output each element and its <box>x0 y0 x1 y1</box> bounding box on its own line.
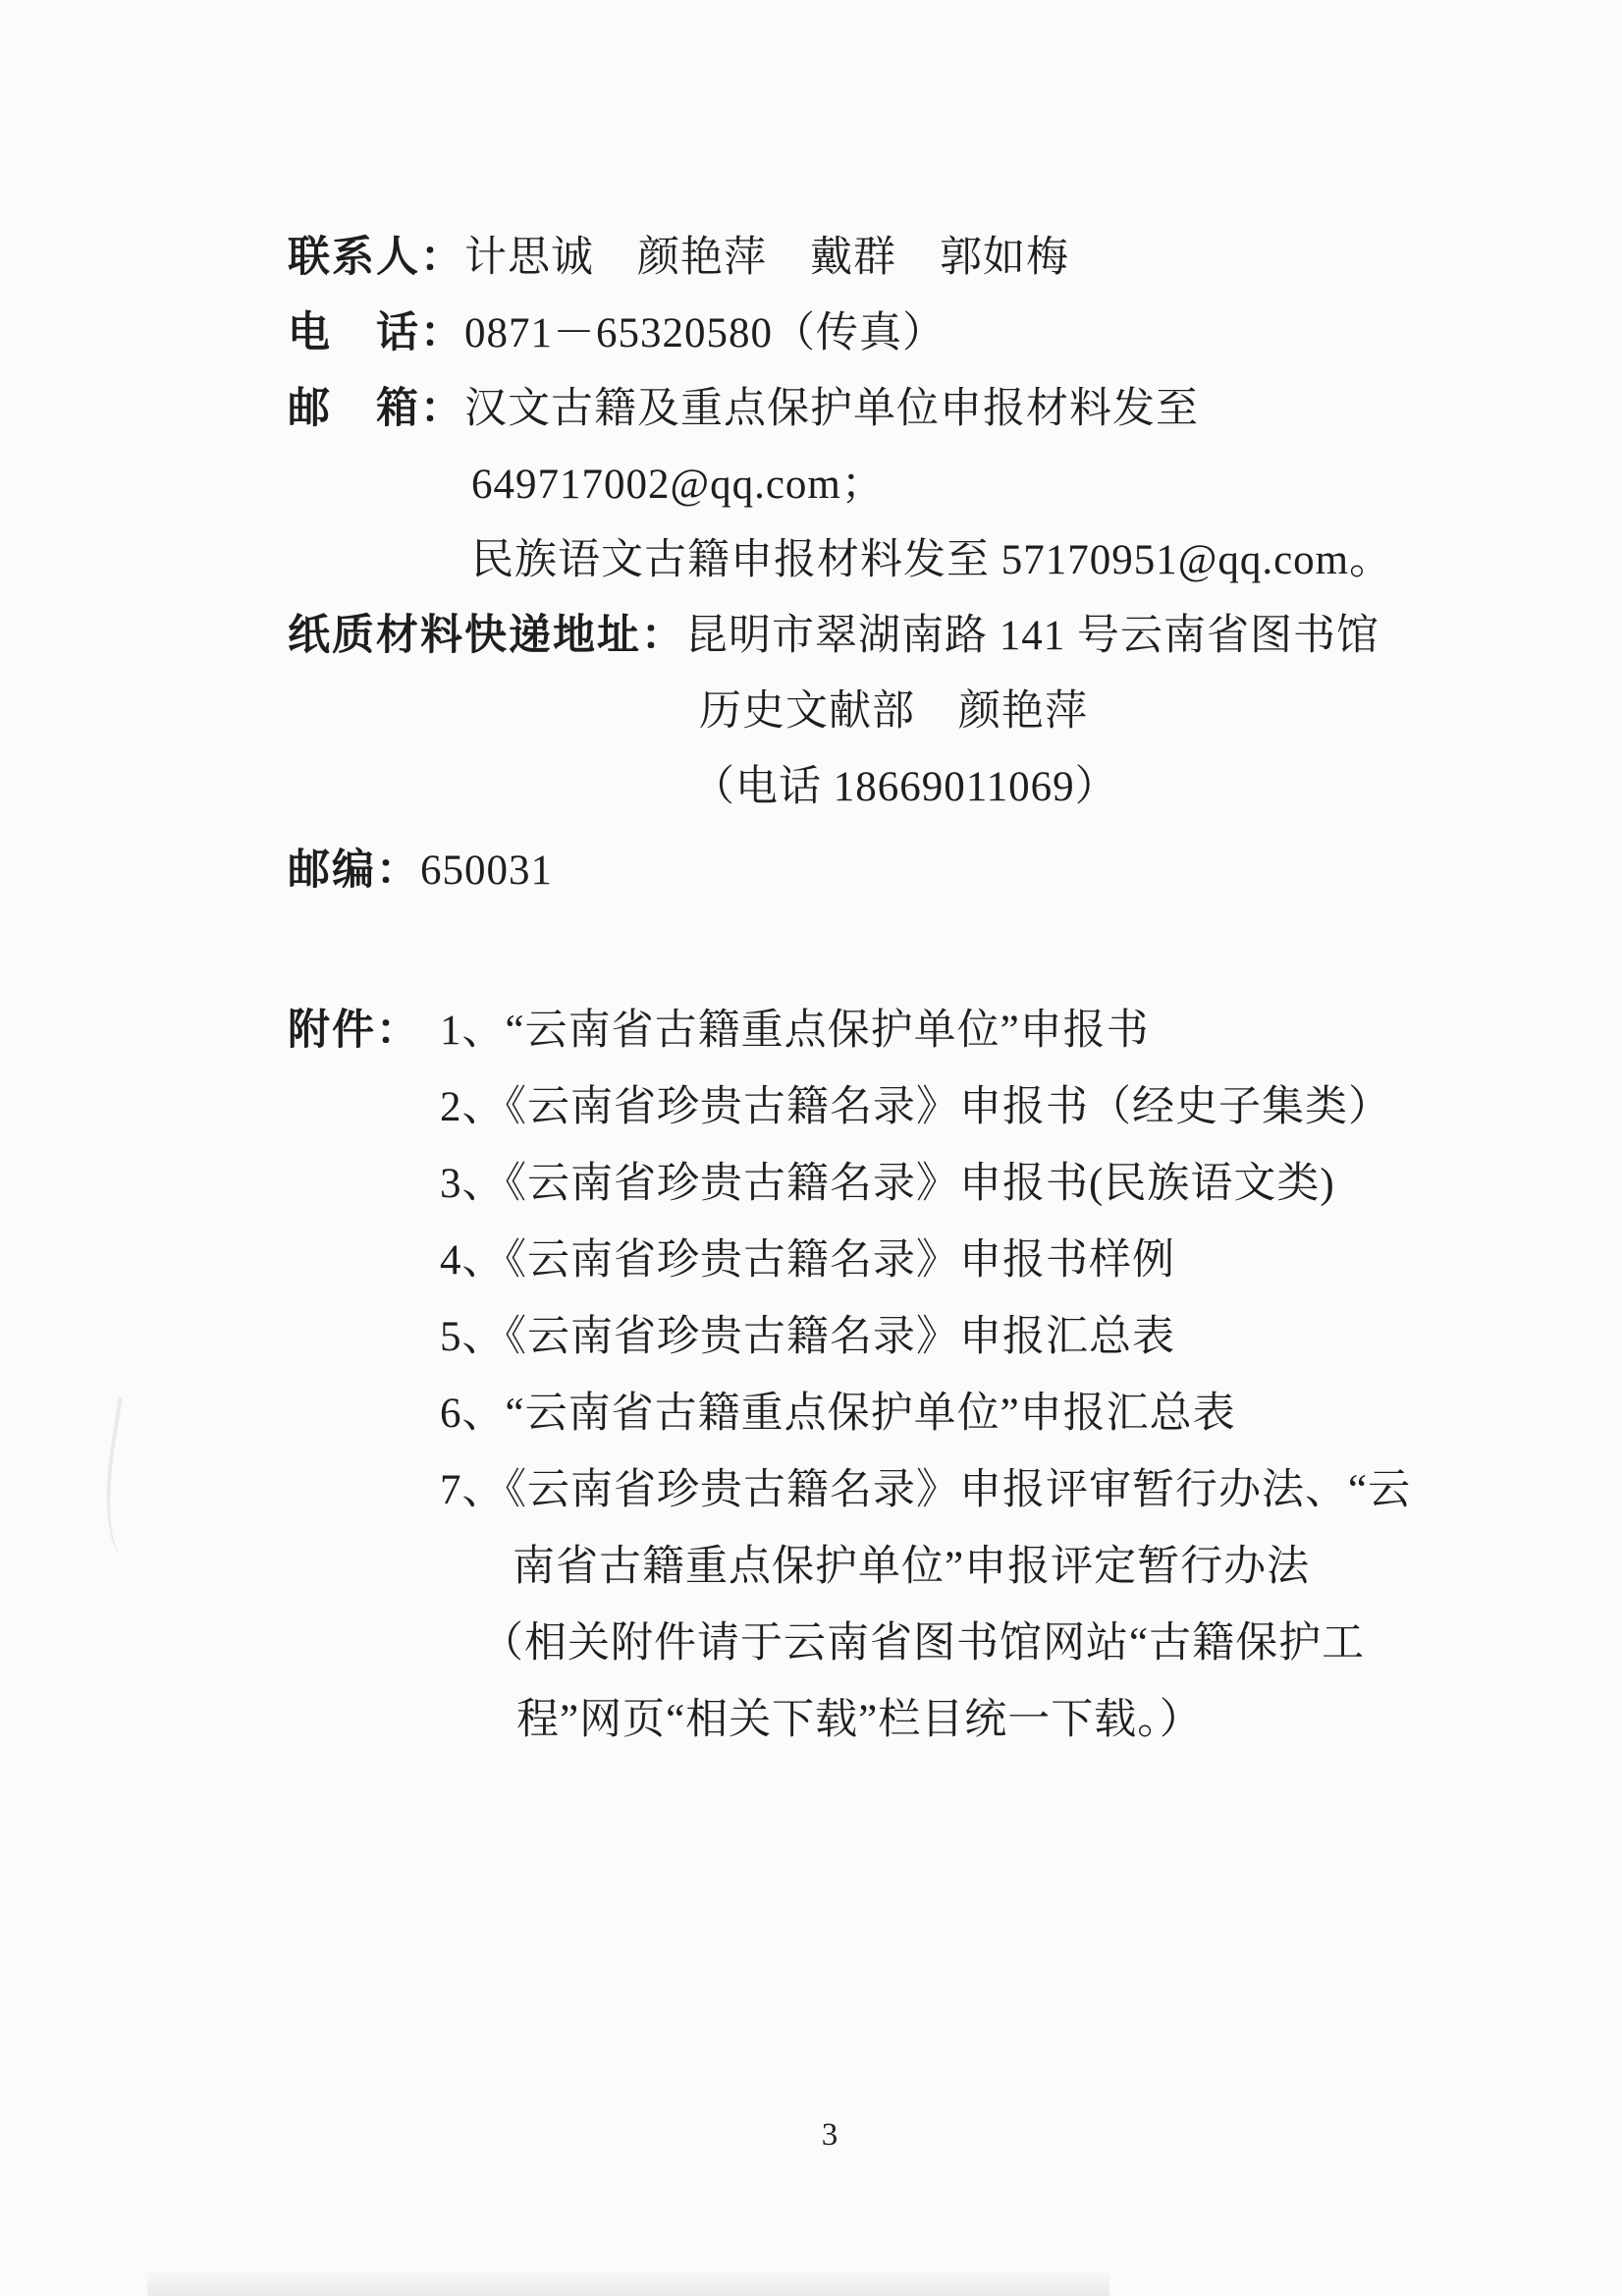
mail-address-value: 昆明市翠湖南路 141 号云南省图书馆 <box>685 613 1379 659</box>
mail-address-dept: 历史文献部 颜艳萍 <box>699 688 1088 735</box>
attachment-note-line-1: （相关附件请于云南省图书馆网站“古籍保护工 <box>481 1620 1366 1667</box>
attachment-item-2: 2、《云南省珍贵古籍名录》申报书（经史子集类） <box>440 1084 1391 1130</box>
document-body <box>288 220 1486 1759</box>
attachment-item-6: 6、“云南省古籍重点保护单位”申报汇总表 <box>440 1391 1236 1437</box>
contact-line-zip <box>288 833 1486 908</box>
attachment-item-7: 7、《云南省珍贵古籍名录》申报评审暂行办法、“云 <box>440 1467 1412 1513</box>
mail-address-phone: （电话 18669011069） <box>692 764 1118 810</box>
contact-line-email-address-2 <box>288 522 1486 598</box>
attachment-block <box>288 993 1486 1759</box>
zip-label: 邮编： <box>288 847 420 894</box>
email-label: 邮 箱： <box>288 386 464 432</box>
attachment-item-7-continued: 南省古籍重点保护单位”申报评定暂行办法 <box>513 1544 1311 1590</box>
attachment-item-3: 3、《云南省珍贵古籍名录》申报书(民族语文类) <box>440 1161 1335 1207</box>
contact-label: 联系人： <box>288 235 464 281</box>
contact-line-names <box>288 220 1486 296</box>
phone-label: 电 话： <box>288 310 464 356</box>
page-number: 3 <box>821 2117 838 2153</box>
email-note: 汉文古籍及重点保护单位申报材料发至 <box>464 386 1199 432</box>
attachment-item-5: 5、《云南省珍贵古籍名录》申报汇总表 <box>440 1314 1175 1360</box>
mail-address-label: 纸质材料快递地址： <box>288 613 685 659</box>
email-address-minority: 民族语文古籍申报材料发至 57170951@qq.com。 <box>471 537 1393 583</box>
phone-value: 0871－65320580（传真） <box>464 310 946 356</box>
contact-line-email-address-1 <box>288 447 1486 522</box>
email-address-han: 649717002@qq.com； <box>471 462 885 508</box>
attachment-note-line-2: 程”网页“相关下载”栏目统一下载。） <box>516 1697 1203 1743</box>
attachment-list <box>440 993 1486 1759</box>
contact-line-mail-address-dept <box>288 674 1486 749</box>
contact-line-mail-address <box>288 598 1486 674</box>
zip-value: 650031 <box>420 847 553 894</box>
contact-line-email <box>288 371 1486 447</box>
scan-smudge <box>147 2269 1109 2296</box>
attachment-item-1: 1、“云南省古籍重点保护单位”申报书 <box>440 1008 1150 1054</box>
contact-line-phone <box>288 296 1486 371</box>
attachment-item-4: 4、《云南省珍贵古籍名录》申报书样例 <box>440 1237 1175 1284</box>
contact-value: 计思诚 颜艳萍 戴群 郭如梅 <box>464 235 1069 281</box>
contact-line-mail-address-phone <box>288 749 1486 825</box>
attachment-label: 附件： <box>288 1008 420 1054</box>
scan-artifact <box>94 1396 163 1558</box>
